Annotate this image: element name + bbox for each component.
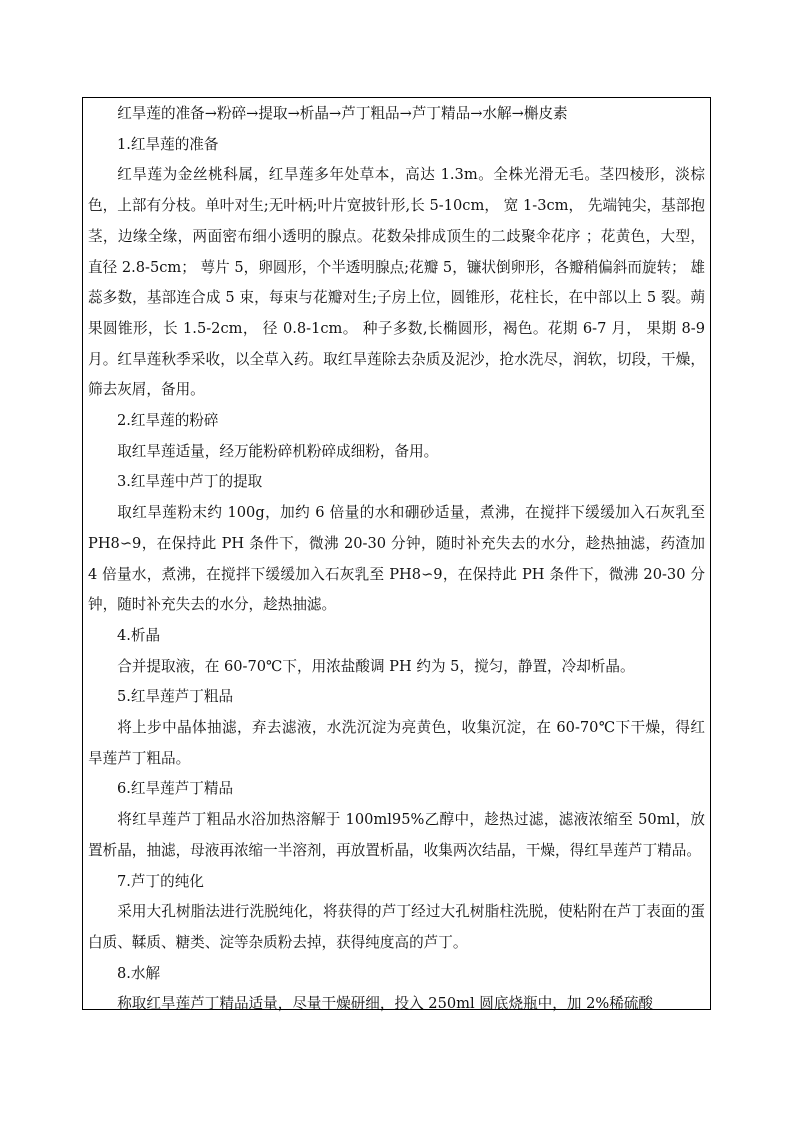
section-paragraph: 采用大孔树脂法进行洗脱纯化，将获得的芦丁经过大孔树脂柱洗脱，使粘附在芦丁表面的蛋白质、鞣质、糖类、淀等杂质粉去掉，获得纯度高的芦丁。 — [88, 903, 705, 951]
document-body — [84, 99, 709, 1020]
section-heading: 6.红旱莲芦丁精品 — [117, 780, 234, 798]
section-paragraph: 称取红旱莲芦丁精品适量，尽量干燥研细，投入 250ml 圆底烧瓶中，加 2%稀硫酸 — [117, 995, 654, 1013]
section-heading: 5.红旱莲芦丁粗品 — [117, 688, 234, 706]
section-paragraph: 将红旱莲芦丁粗品水浴加热溶解于 100ml95%乙醇中，趁热过滤，滤液浓缩至 50ml，放置析晶，抽滤，母液再浓缩一半溶剂，再放置析晶，收集两次结晶，干燥，得红旱莲芦丁精品。 — [88, 811, 705, 859]
section-heading: 1.红旱莲的准备 — [117, 135, 219, 153]
section-heading: 2.红旱莲的粉碎 — [117, 412, 219, 430]
section-paragraph: 红旱莲为金丝桃科属，红旱莲多年处草本，高达 1.3m。全株光滑无毛。茎四棱形，淡棕色，上部有分枝。单叶对生;无叶柄;叶片宽披针形,长 5-10cm， 宽 1-3cm， 先端钝尖，基部抱茎，边缘全缘，两面密布细小透明的腺点。花数朵排成顶生的二歧聚伞花序 ；花黄色，大型，直径 2.8-5cm； 萼片 5，卵圆形，个半透明腺点;花瓣 5，镰状倒卵形，各瓣稍偏斜而旋转； 雄蕊多数，基部连合成 5 束，每束与花瓣对生;子房上位，圆锥形，花柱长，在中部以上 5 裂。蒴果圆锥形，长 1.5-2cm， 径 0.8-1cm。 种子多数,长椭圆形，褐色。花期 6-7 月， 果期 8-9 月。红旱莲秋季采收，以全草入药。取红旱莲除去杂质及泥沙，抢水洗尽，润软，切段，干燥，筛去灰屑，备用。 — [88, 166, 705, 399]
section-heading: 4.析晶 — [117, 626, 161, 644]
section-paragraph: 合并提取液，在 60-70℃下，用浓盐酸调 PH 约为 5，搅匀，静置，冷却析晶。 — [117, 657, 635, 675]
section-heading: 8.水解 — [117, 964, 161, 982]
section-heading: 3.红旱莲中芦丁的提取 — [117, 473, 263, 491]
section-paragraph: 将上步中晶体抽滤，弃去滤液，水洗沉淀为亮黄色，收集沉淀，在 60-70℃下干燥，得红旱莲芦丁粗品。 — [88, 719, 705, 767]
process-flow: 红旱莲的准备→粉碎→提取→析晶→芦丁粗品→芦丁精品→水解→槲皮素 — [117, 105, 568, 122]
section-paragraph: 取红旱莲粉末约 100g，加约 6 倍量的水和硼砂适量，煮沸，在搅拌下缓缓加入石灰乳至 PH8∽9，在保持此 PH 条件下，微沸 20-30 分钟，随时补充失去的水分，趁热抽滤，药渣加 4 倍量水，煮沸，在搅拌下缓缓加入石灰乳至 PH8∽9，在保持此 PH 条件下，微沸 20-30 分钟，随时补充失去的水分，趁热抽滤。 — [88, 504, 705, 614]
section-paragraph: 取红旱莲适量，经万能粉碎机粉碎成细粉，备用。 — [117, 442, 439, 460]
section-heading: 7.芦丁的纯化 — [117, 872, 204, 890]
